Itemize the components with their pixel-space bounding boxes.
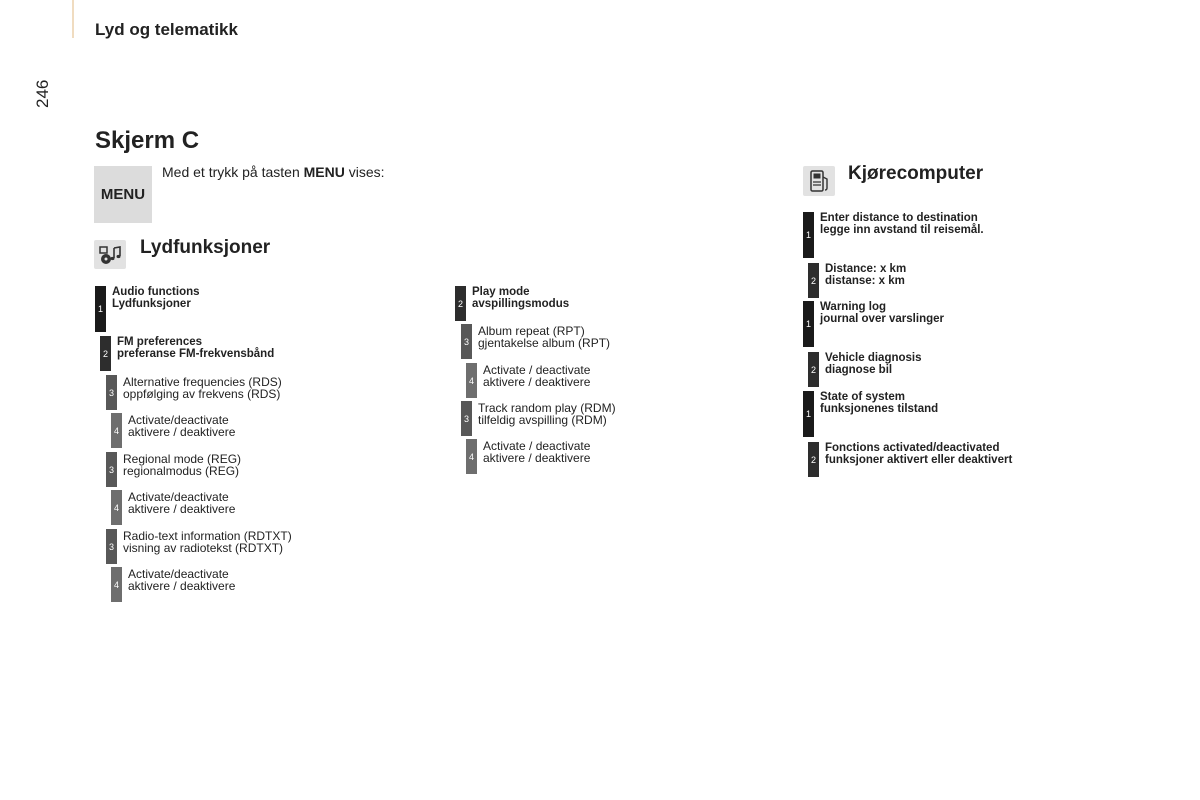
menu-level-marker: 3 bbox=[106, 452, 117, 487]
menu-item-label-en: Radio-text information (RDTXT) bbox=[123, 529, 292, 543]
menu-item-label-no: avspillingsmodus bbox=[472, 298, 570, 310]
menu-item-level-2 bbox=[455, 286, 569, 321]
trip-section-title: Kjørecomputer bbox=[848, 163, 984, 184]
menu-level-marker: 1 bbox=[803, 301, 814, 347]
menu-item-label-en: Activate/deactivate bbox=[128, 567, 229, 581]
menu-level-marker: 4 bbox=[111, 567, 122, 602]
menu-level-marker: 2 bbox=[808, 263, 819, 298]
menu-item-label bbox=[825, 352, 922, 387]
menu-key-label: MENU bbox=[100, 186, 146, 203]
menu-item-label-en: Activate / deactivate bbox=[483, 363, 591, 377]
intro-suffix: vises: bbox=[344, 164, 385, 180]
menu-item-level-4 bbox=[111, 567, 235, 602]
menu-item-label bbox=[483, 439, 590, 474]
menu-item-label-no: legge inn avstand til reisemål. bbox=[820, 224, 984, 236]
menu-item-label-no: oppfølging av frekvens (RDS) bbox=[123, 387, 281, 401]
menu-item-label-en: Activate / deactivate bbox=[483, 439, 591, 453]
menu-item-label-no: preferanse FM-frekvensbånd bbox=[117, 348, 275, 360]
menu-item-level-2 bbox=[808, 263, 906, 298]
menu-level-marker: 2 bbox=[455, 286, 466, 321]
menu-item-level-1 bbox=[95, 286, 200, 332]
section-header: Lyd og telematikk bbox=[95, 20, 238, 39]
menu-item-label-en: FM preferences bbox=[117, 336, 203, 348]
menu-item-label bbox=[123, 529, 292, 564]
menu-item-level-3 bbox=[461, 401, 616, 436]
menu-item-label-en: Distance: x km bbox=[825, 263, 907, 275]
menu-item-label bbox=[478, 401, 616, 436]
trip-computer-icon bbox=[803, 166, 835, 196]
menu-level-marker: 4 bbox=[466, 363, 477, 398]
menu-item-label bbox=[123, 452, 241, 487]
menu-level-marker: 4 bbox=[111, 490, 122, 525]
menu-level-marker: 1 bbox=[803, 391, 814, 437]
menu-level-marker: 4 bbox=[111, 413, 122, 448]
menu-item-level-4 bbox=[111, 490, 235, 525]
intro-text bbox=[162, 164, 385, 180]
menu-item-label-no: aktivere / deaktivere bbox=[483, 451, 591, 465]
menu-key-icon bbox=[94, 166, 152, 223]
menu-item-label-en: Fonctions activated/deactivated bbox=[825, 442, 1000, 454]
menu-item-level-4 bbox=[466, 363, 590, 398]
menu-level-marker: 1 bbox=[95, 286, 106, 332]
menu-item-label-no: tilfeldig avspilling (RDM) bbox=[478, 413, 607, 427]
menu-item-label-en: Activate/deactivate bbox=[128, 490, 229, 504]
menu-item-label-en: Enter distance to destination bbox=[820, 212, 978, 224]
menu-item-level-1 bbox=[803, 391, 938, 437]
menu-item-label-en: Album repeat (RPT) bbox=[478, 324, 585, 338]
menu-item-label-no: visning av radiotekst (RDTXT) bbox=[123, 541, 284, 555]
menu-item-label-en: Track random play (RDM) bbox=[478, 401, 616, 415]
page-title: Skjerm C bbox=[95, 127, 200, 154]
menu-item-label-no: Lydfunksjoner bbox=[112, 298, 191, 310]
menu-level-marker: 3 bbox=[106, 375, 117, 410]
audio-music-icon bbox=[94, 240, 126, 269]
menu-item-label-no: aktivere / deaktivere bbox=[483, 375, 591, 389]
menu-item-label-no: diagnose bil bbox=[825, 364, 893, 376]
menu-item-label bbox=[478, 324, 610, 359]
menu-item-label-en: Audio functions bbox=[112, 286, 200, 298]
menu-item-label bbox=[112, 286, 200, 332]
menu-item-level-2 bbox=[808, 442, 1012, 477]
menu-level-marker: 4 bbox=[466, 439, 477, 474]
menu-level-marker: 2 bbox=[100, 336, 111, 371]
menu-item-label bbox=[825, 263, 906, 298]
menu-item-label bbox=[128, 490, 235, 525]
menu-item-level-1 bbox=[803, 212, 984, 258]
menu-item-label-no: aktivere / deaktivere bbox=[128, 579, 236, 593]
menu-item-label bbox=[483, 363, 590, 398]
menu-level-marker: 3 bbox=[461, 401, 472, 436]
menu-item-label bbox=[820, 391, 938, 437]
menu-level-marker: 2 bbox=[808, 442, 819, 477]
menu-item-label-en: Play mode bbox=[472, 286, 530, 298]
menu-item-label bbox=[825, 442, 1012, 477]
menu-level-marker: 2 bbox=[808, 352, 819, 387]
menu-item-level-4 bbox=[111, 413, 235, 448]
menu-item-label bbox=[128, 413, 235, 448]
menu-item-level-4 bbox=[466, 439, 590, 474]
intro-prefix: Med et trykk på tasten bbox=[162, 164, 304, 180]
page-number-text: 246 bbox=[33, 79, 52, 108]
menu-item-label bbox=[123, 375, 282, 410]
menu-item-label-en: Activate/deactivate bbox=[128, 413, 229, 427]
menu-item-label bbox=[128, 567, 235, 602]
menu-item-level-2 bbox=[100, 336, 274, 371]
intro-key: MENU bbox=[303, 164, 345, 180]
menu-item-label-en: Warning log bbox=[820, 301, 887, 313]
menu-item-label-no: aktivere / deaktivere bbox=[128, 502, 236, 516]
audio-section-title: Lydfunksjoner bbox=[140, 237, 271, 258]
menu-item-level-3 bbox=[106, 375, 282, 410]
menu-item-level-3 bbox=[106, 452, 241, 487]
menu-item-label-no: distanse: x km bbox=[825, 275, 905, 287]
menu-item-label-en: Regional mode (REG) bbox=[123, 452, 242, 466]
menu-level-marker: 1 bbox=[803, 212, 814, 258]
header-accent-line bbox=[72, 0, 74, 38]
menu-item-label-en: Alternative frequencies (RDS) bbox=[123, 375, 282, 389]
menu-item-level-1 bbox=[803, 301, 944, 347]
menu-item-label bbox=[820, 301, 944, 347]
page-number bbox=[30, 80, 56, 110]
menu-level-marker: 3 bbox=[461, 324, 472, 359]
menu-item-label bbox=[820, 212, 984, 258]
menu-level-marker: 3 bbox=[106, 529, 117, 564]
menu-item-label-no: funksjonenes tilstand bbox=[820, 403, 939, 415]
menu-item-level-2 bbox=[808, 352, 922, 387]
menu-item-label-en: Vehicle diagnosis bbox=[825, 352, 922, 364]
menu-item-level-3 bbox=[461, 324, 610, 359]
menu-item-label-no: aktivere / deaktivere bbox=[128, 425, 236, 439]
menu-item-label-en: State of system bbox=[820, 391, 906, 403]
menu-item-label-no: gjentakelse album (RPT) bbox=[478, 336, 611, 350]
menu-item-label-no: funksjoner aktivert eller deaktivert bbox=[825, 454, 1013, 466]
menu-item-level-3 bbox=[106, 529, 292, 564]
menu-item-label-no: journal over varslinger bbox=[820, 313, 944, 325]
menu-item-label-no: regionalmodus (REG) bbox=[123, 464, 240, 478]
menu-item-label bbox=[472, 286, 569, 321]
menu-item-label bbox=[117, 336, 274, 371]
